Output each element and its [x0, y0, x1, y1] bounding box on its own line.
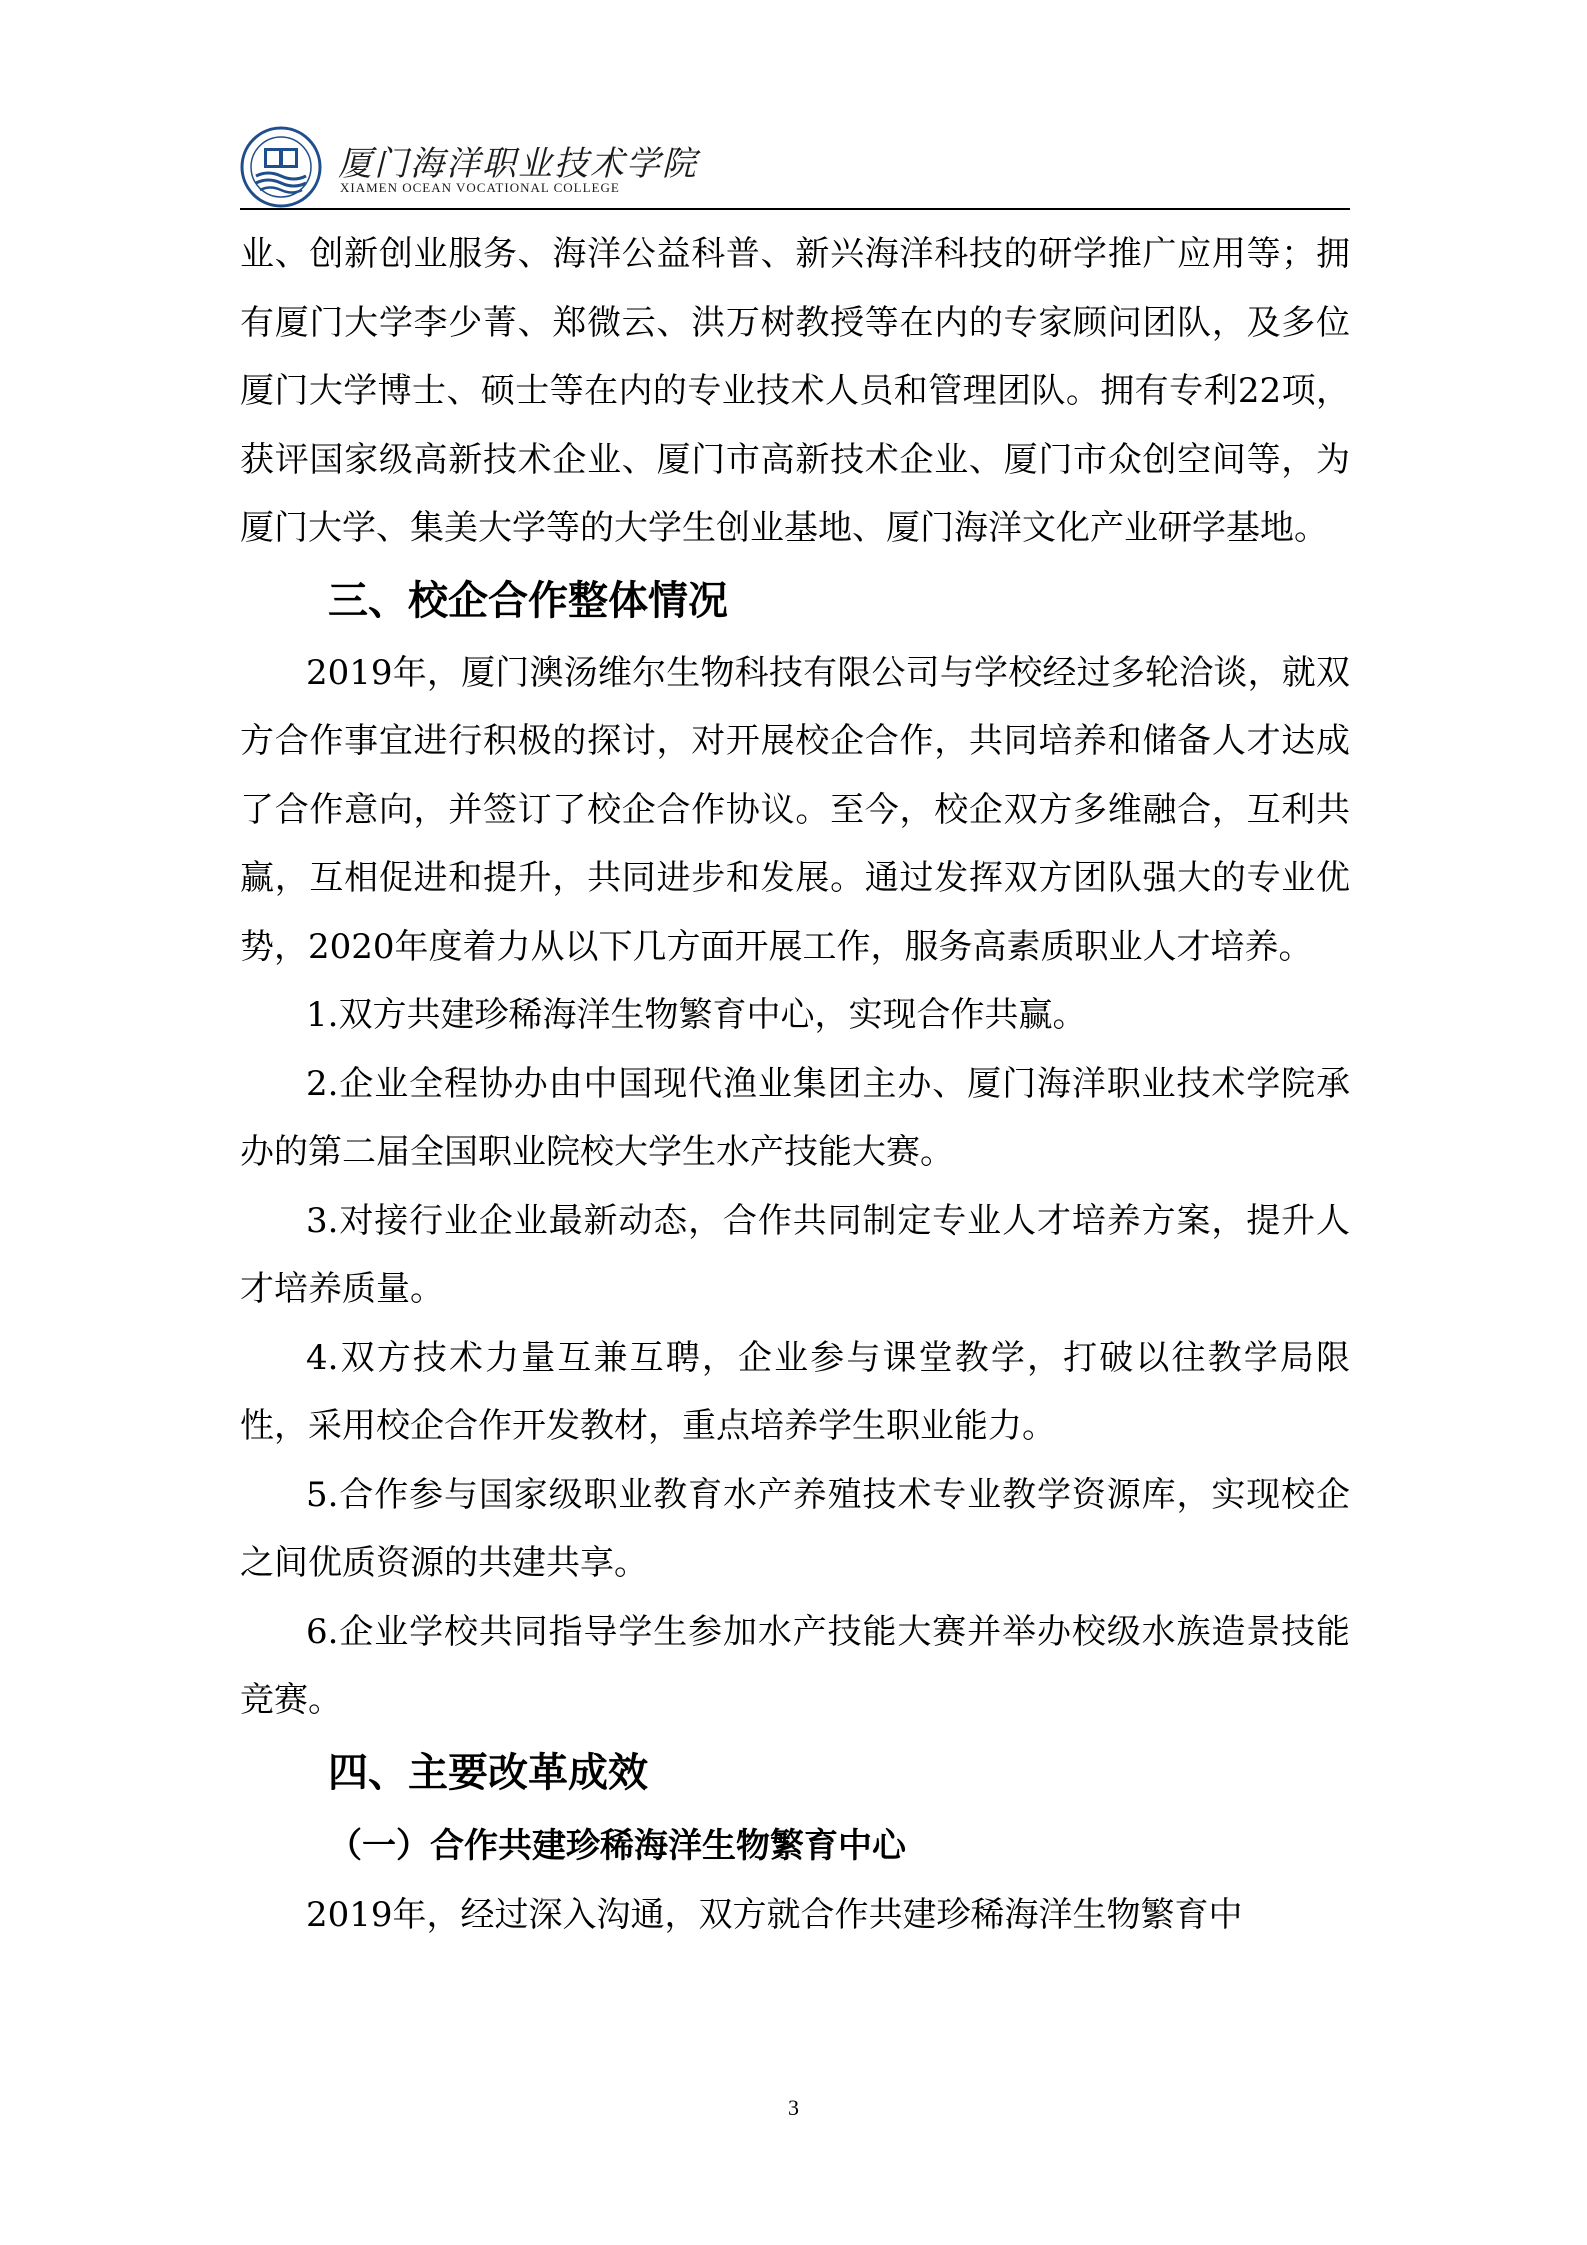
- section-heading-3: 三、校企合作整体情况: [328, 577, 728, 624]
- school-name-english: XIAMEN OCEAN VOCATIONAL COLLEGE: [340, 180, 620, 195]
- college-logo-icon: [240, 126, 322, 208]
- page-header: [240, 118, 1350, 210]
- list-item-6: 6.企业学校共同指导学生参加水产技能大赛并举办校级水族造景技能竞赛。: [240, 1611, 1350, 1720]
- section-heading-4: 四、主要改革成效: [328, 1749, 648, 1796]
- document-body: [240, 220, 1350, 1949]
- school-name-chinese: 厦门海洋职业技术学院: [338, 144, 698, 184]
- list-item-3: 3.对接行业企业最新动态，合作共同制定专业人才培养方案，提升人才培养质量。: [240, 1200, 1350, 1309]
- section-3-paragraph: 2019年，厦门澳汤维尔生物科技有限公司与学校经过多轮洽谈，就双方合作事宜进行积极的探讨，对开展校企合作，共同培养和储备人才达成了合作意向，并签订了校企合作协议。至今，校企双方多维融合，互利共赢，互相促进和提升，共同进步和发展。通过发挥双方团队强大的专业优势，2020年度着力从以下几方面开展工作，服务高素质职业人才培养。: [240, 652, 1350, 967]
- list-item-2: 2.企业全程协办由中国现代渔业集团主办、厦门海洋职业技术学院承办的第二届全国职业院校大学生水产技能大赛。: [240, 1063, 1350, 1172]
- intro-paragraph: 业、创新创业服务、海洋公益科普、新兴海洋科技的研学推广应用等；拥有厦门大学李少菁、郑微云、洪万树教授等在内的专家顾问团队，及多位厦门大学博士、硕士等在内的专业技术人员和管理团队。拥有专利22项，获评国家级高新技术企业、厦门市高新技术企业、厦门市众创空间等，为厦门大学、集美大学等的大学生创业基地、厦门海洋文化产业研学基地。: [240, 234, 1350, 548]
- list-item-5: 5.合作参与国家级职业教育水产养殖技术专业教学资源库，实现校企之间优质资源的共建共享。: [240, 1474, 1350, 1583]
- header-divider: [240, 208, 1350, 210]
- list-item-4: 4.双方技术力量互兼互聘，企业参与课堂教学，打破以往教学局限性，采用校企合作开发教材，重点培养学生职业能力。: [240, 1337, 1350, 1446]
- list-item-1: 1.双方共建珍稀海洋生物繁育中心，实现合作共赢。: [306, 995, 1087, 1035]
- subsection-1-paragraph: 2019年，经过深入沟通，双方就合作共建珍稀海洋生物繁育中: [306, 1894, 1243, 1935]
- page-number: 3: [788, 2095, 799, 2120]
- subsection-heading-1: （一）合作共建珍稀海洋生物繁育中心: [328, 1825, 906, 1866]
